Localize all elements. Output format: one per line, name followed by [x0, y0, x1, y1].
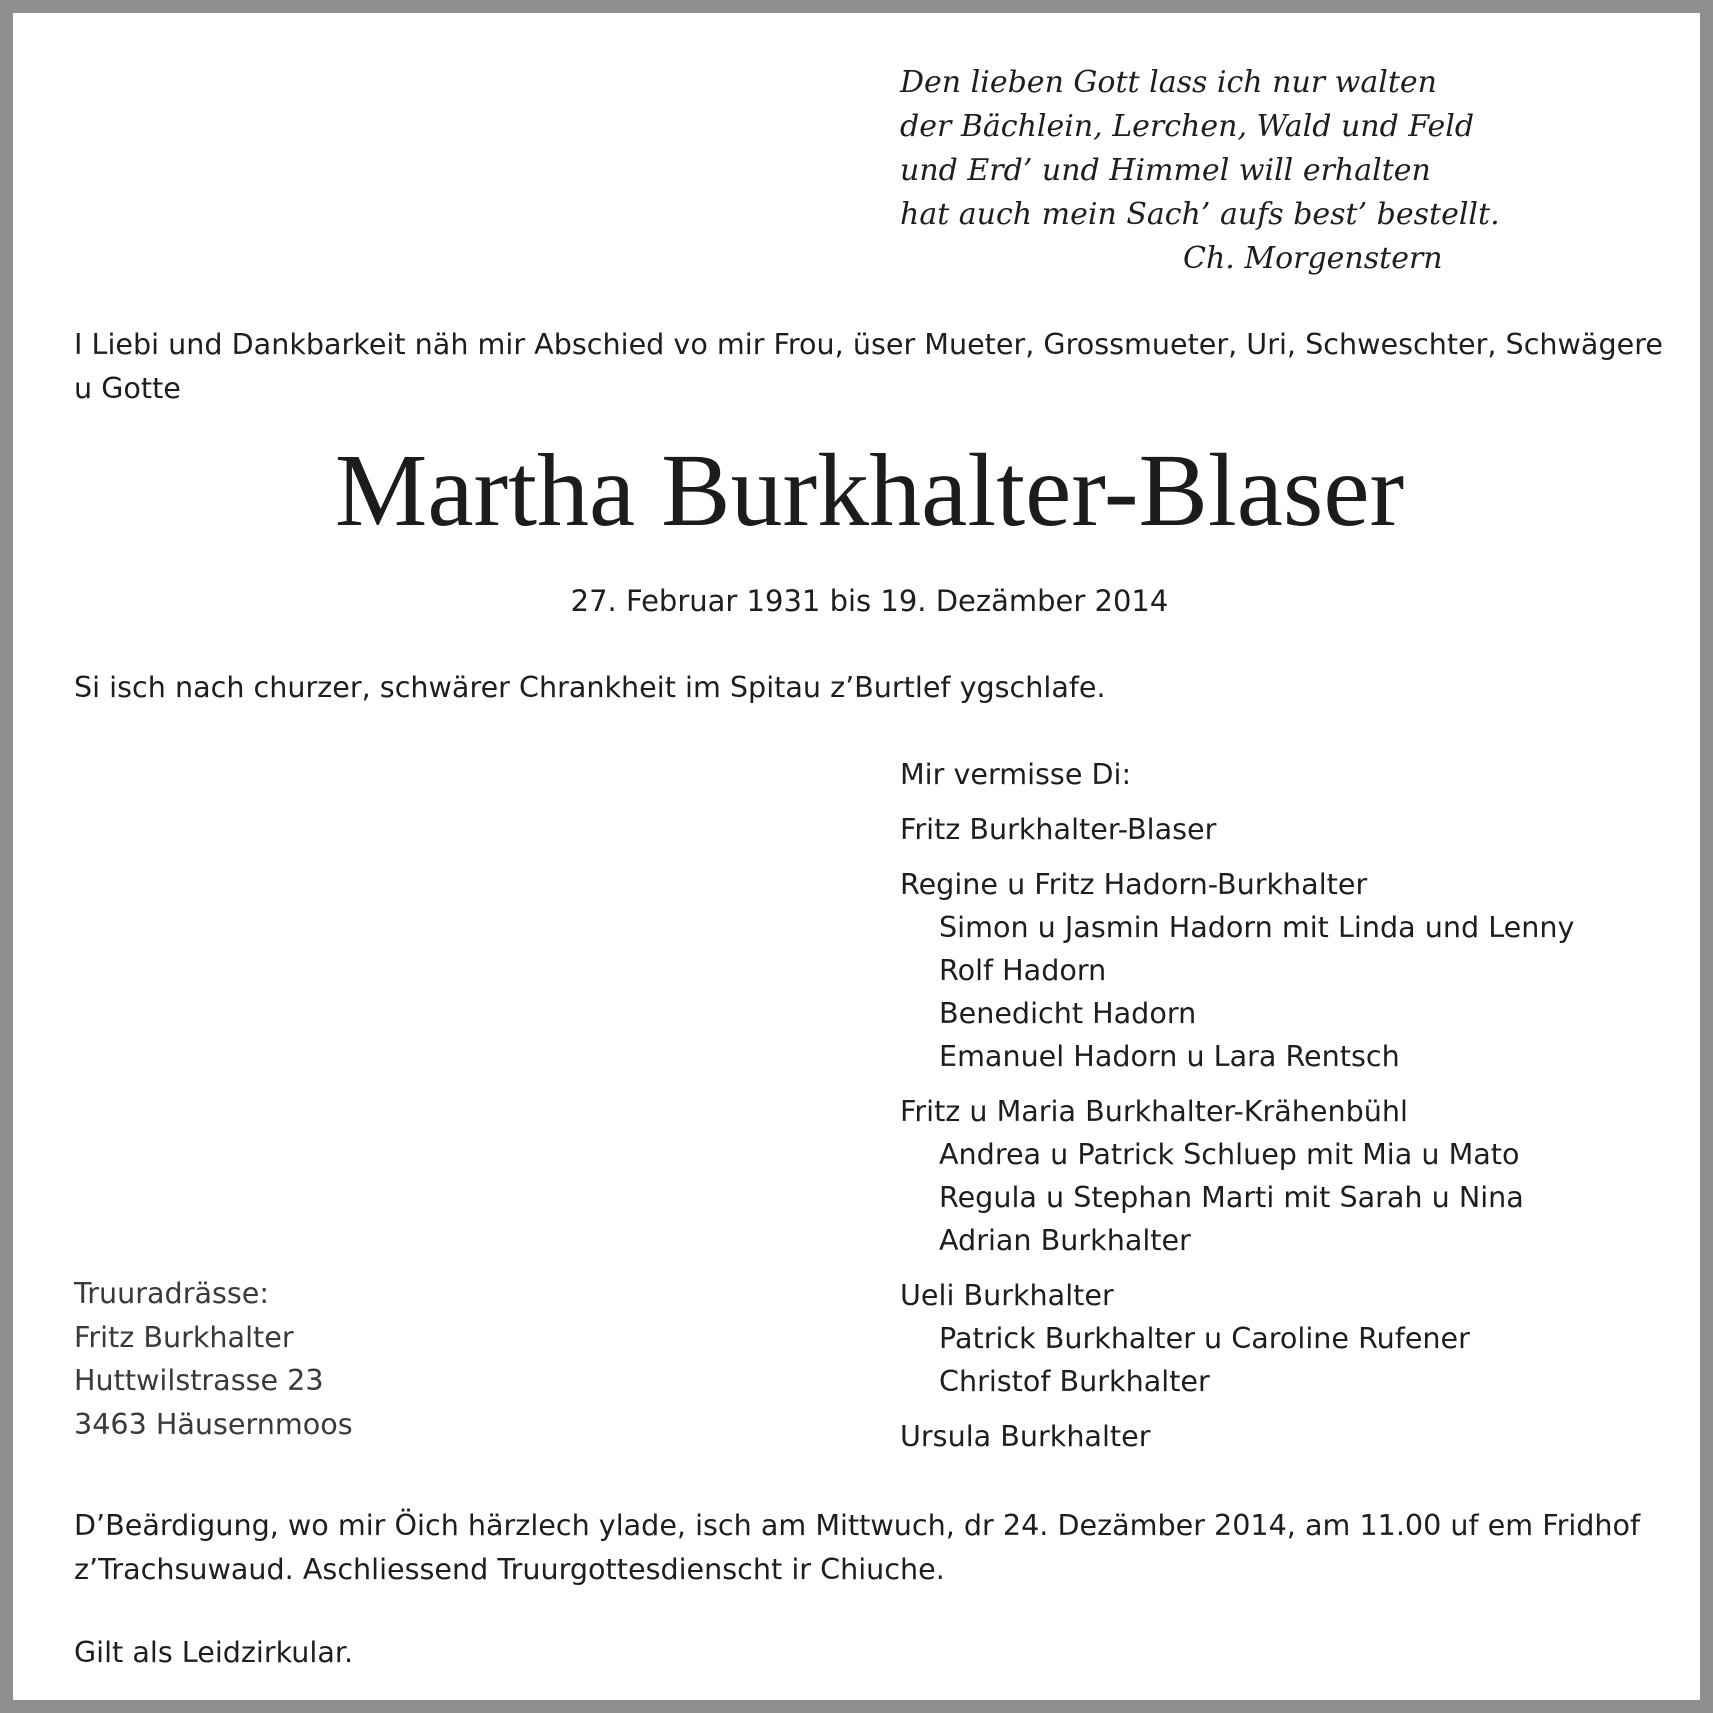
address-city: 3463 Häusernmoos	[74, 1406, 353, 1441]
life-dates: 27. Februar 1931 bis 19. Dezämber 2014	[570, 584, 1169, 618]
family-heading: Mir vermisse Di:	[900, 757, 1132, 791]
family-sub-member: Patrick Burkhalter u Caroline Rufener	[939, 1321, 1470, 1355]
family-group	[900, 1274, 1574, 1403]
poem-line: Den lieben Gott lass ich nur walten	[900, 65, 1437, 100]
poem-line: und Erd’ und Himmel will erhalten	[900, 153, 1431, 188]
family-member: Fritz u Maria Burkhalter-Krähenbühl	[900, 1094, 1408, 1128]
family-sub-member: Simon u Jasmin Hadorn mit Linda und Lenny	[939, 910, 1575, 944]
family-member: Ursula Burkhalter	[900, 1419, 1151, 1453]
address-label: Truuradrässe:	[74, 1276, 269, 1310]
circular-note: Gilt als Leidzirkular.	[74, 1635, 354, 1669]
family-group	[900, 1415, 1574, 1458]
funeral-text: D’Beärdigung, wo mir Öich härzlech ylade, isch am Mittwuch, dr 24. Dezämber 2014, am 11.00 uf em Fridhof z’Trachsuwaud. Aschliessend Truurgottesdienscht ir Chiuche.	[74, 1508, 1641, 1586]
family-group	[900, 863, 1574, 1078]
family-sub-member: Adrian Burkhalter	[939, 1223, 1191, 1257]
poem-line: der Bächlein, Lerchen, Wald und Feld	[900, 109, 1475, 144]
family-group	[900, 808, 1574, 851]
family-sub-member: Andrea u Patrick Schluep mit Mia u Mato	[939, 1137, 1520, 1171]
family-list	[900, 753, 1574, 1458]
intro-text: I Liebi und Dankbarkeit näh mir Abschied vo mir Frou, üser Mueter, Grossmueter, Uri, Schweschter, Schwägere u Gotte	[74, 327, 1663, 405]
address-street: Huttwilstrasse 23	[74, 1363, 324, 1397]
passing-text: Si isch nach churzer, schwärer Chrankheit im Spitau z’Burtlef ygschlafe.	[74, 670, 1106, 704]
family-member: Regine u Fritz Hadorn-Burkhalter	[900, 867, 1368, 901]
address-name: Fritz Burkhalter	[74, 1319, 294, 1354]
poem	[900, 61, 1500, 281]
mourning-address	[74, 1272, 353, 1446]
poem-line: hat auch mein Sach’ aufs best’ bestellt.	[900, 197, 1500, 232]
poem-author: Ch. Morgenstern	[1183, 241, 1443, 276]
family-member: Ueli Burkhalter	[900, 1278, 1114, 1312]
family-group	[900, 1090, 1574, 1262]
family-sub-member: Rolf Hadorn	[939, 953, 1107, 987]
family-sub-member: Emanuel Hadorn u Lara Rentsch	[939, 1039, 1400, 1073]
family-sub-member: Christof Burkhalter	[939, 1364, 1210, 1398]
family-sub-member: Benedicht Hadorn	[939, 996, 1197, 1030]
family-sub-member: Regula u Stephan Marti mit Sarah u Nina	[939, 1180, 1524, 1214]
family-member: Fritz Burkhalter-Blaser	[900, 812, 1217, 846]
deceased-name: Martha Burkhalter-Blaser	[334, 433, 1405, 548]
